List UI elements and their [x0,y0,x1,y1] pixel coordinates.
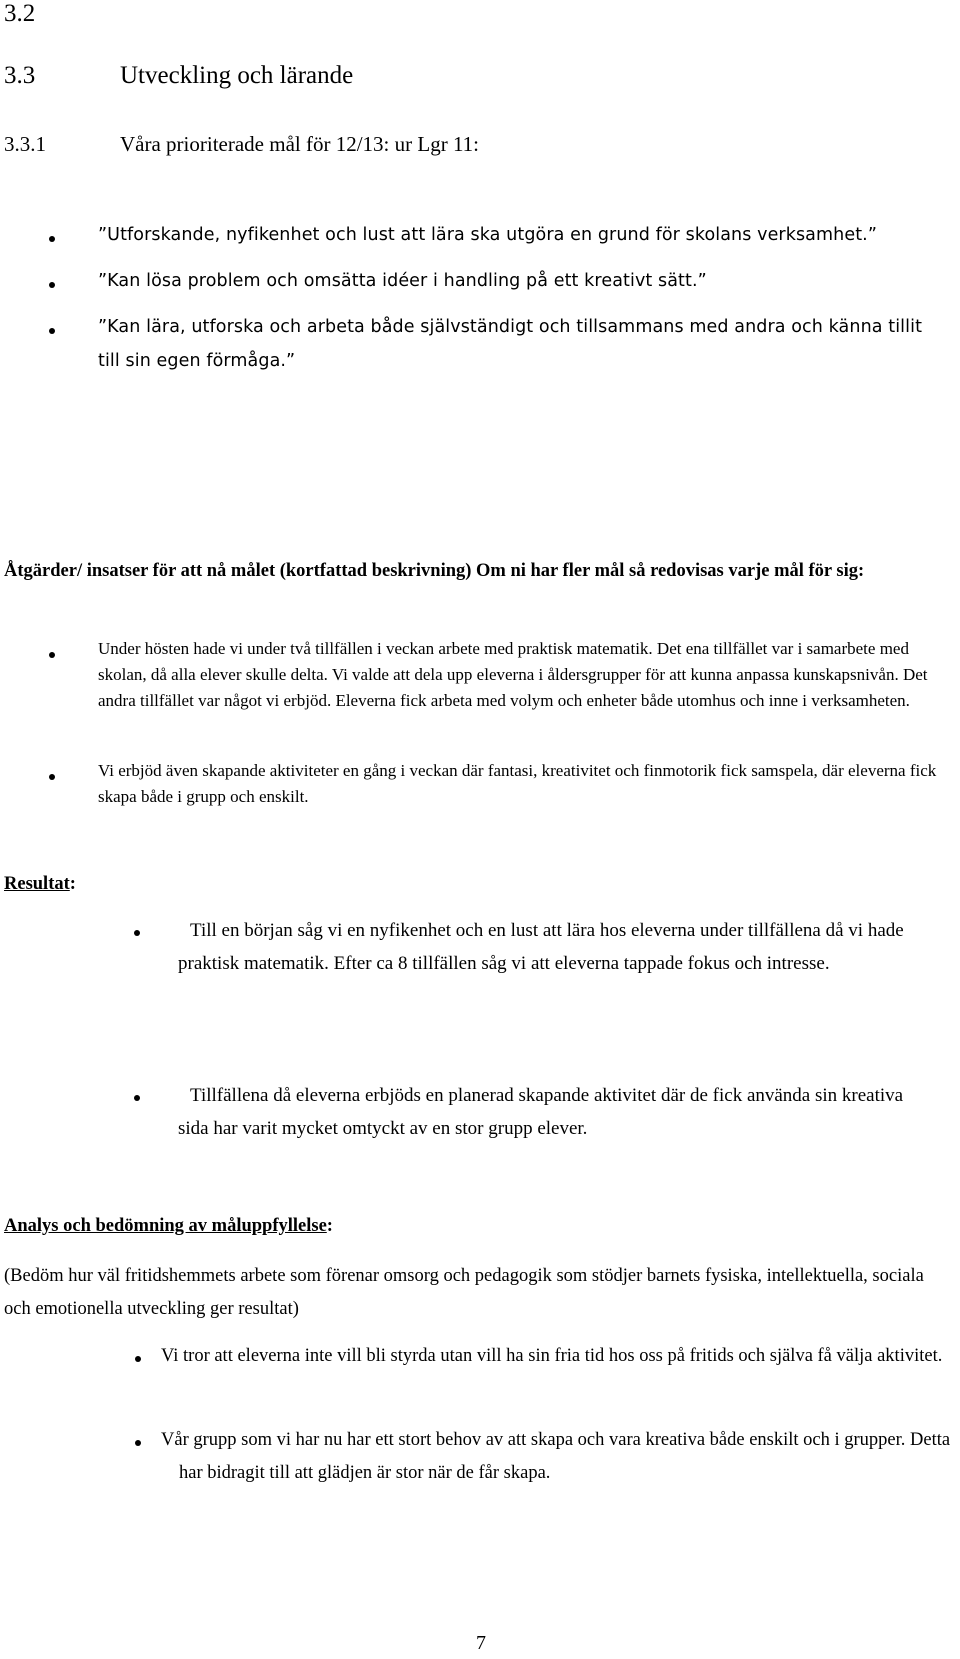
analysis-item: Vi tror att eleverna inte vill bli styrda utan vill ha sin fria tid hos oss på fritids och själva få välja aktivitet. [161,1346,943,1366]
bullet-icon [49,328,55,334]
page-number: 7 [476,1632,486,1654]
action-item: Under hösten hade vi under två tillfällen i veckan arbete med praktisk matematik. Det ena tillfället var i samarbete med skolan, då alla elever skulle delta. Vi valde att dela upp eleverna i åldersgrupper för att kunna anpassa kunskapsnivån. Det andra tillfället var något vi erbjöd. Eleverna fick arbeta med volym och enheter både utomhus och inne i verksamheten. [98,639,928,710]
top-heading: 3.2 [4,0,36,27]
goal-item: ”Kan lära, utforska och arbeta både självständigt och tillsammans med andra och känna tillit till sin egen förmåga.” [98,317,923,371]
subsection-number: 3.3.1 [4,132,46,156]
result-heading-colon: : [69,874,76,894]
result-heading-text: Resultat [4,874,70,894]
bullet-icon [49,282,55,288]
subsection-title: Våra prioriterade mål för 12/13: ur Lgr 11: [120,132,480,156]
analysis-heading-text: Analys och bedömning av måluppfyllelse [4,1216,327,1236]
bullet-icon [135,1356,141,1362]
result-heading [4,868,76,901]
section-title: Utveckling och lärande [120,62,354,89]
bullet-icon [135,1440,141,1446]
result-item: Tillfällena då eleverna erbjöds en planerad skapande aktivitet där de fick använda sin kreativa sida har varit mycket omtyckt av en stor grupp elever. [178,1085,904,1139]
analysis-heading-colon: : [326,1216,333,1236]
goal-item: ”Kan lösa problem och omsätta idéer i handling på ett kreativt sätt.” [98,271,707,291]
actions-heading: Åtgärder/ insatser för att nå målet (kortfattad beskrivning) Om ni har fler mål så redovisas varje mål för sig: [4,561,865,581]
bullet-icon [134,1095,140,1101]
analysis-item: Vår grupp som vi har nu har ett stort behov av att skapa och vara kreativa både enskilt och i grupper. Detta har bidragit till att glädjen är stor när de får skapa. [161,1430,951,1483]
section-number: 3.3 [4,62,36,89]
bullet-icon [49,236,55,242]
bullet-icon [49,652,55,658]
analysis-intro: (Bedöm hur väl fritidshemmets arbete som förenar omsorg och pedagogik som stödjer barnets fysiska, intellektuella, sociala och emotionella utveckling ger resultat) [4,1266,924,1319]
result-item: Till en början såg vi en nyfikenhet och en lust att lära hos eleverna under tillfällena då vi hade praktisk matematik. Efter ca 8 tillfällen såg vi att eleverna tappade fokus och intresse. [178,920,904,974]
bullet-icon [134,930,140,936]
goal-item: ”Utforskande, nyfikenhet och lust att lära ska utgöra en grund för skolans verksamhet.” [98,225,877,245]
analysis-heading [4,1210,333,1243]
bullet-icon [49,774,55,780]
action-item: Vi erbjöd även skapande aktiviteter en gång i veckan där fantasi, kreativitet och finmotorik fick samspela, där eleverna fick skapa både i grupp och enskilt. [98,761,937,806]
